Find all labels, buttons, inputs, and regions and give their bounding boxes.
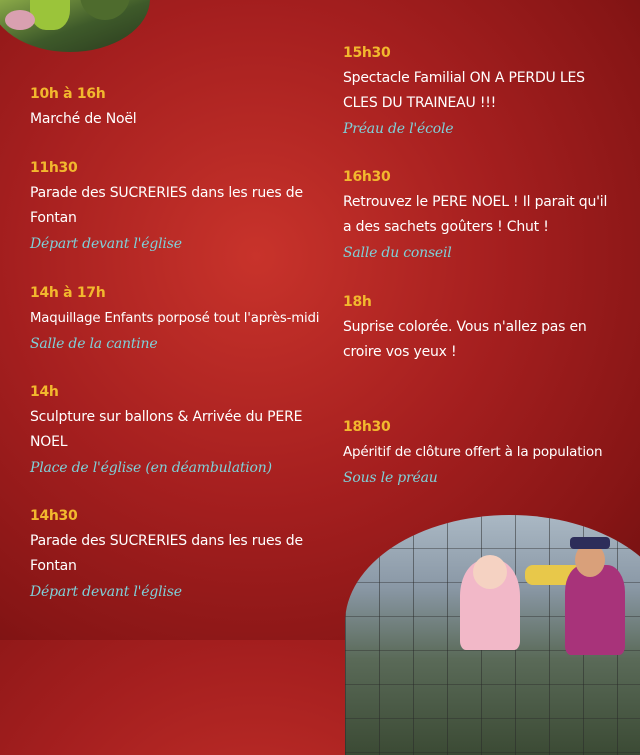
event-time: 15h30 (343, 45, 391, 61)
event-time: 14h30 (30, 508, 78, 524)
event-sculpture-ballons (30, 382, 310, 478)
event-location: Départ devant l'église (30, 584, 182, 600)
event-location: Place de l'église (en déambulation) (30, 460, 272, 476)
event-description: Suprise colorée. Vous n'allez pas en croire vos yeux ! (343, 319, 587, 360)
event-pere-noel (343, 167, 618, 263)
photo-bottom-right (345, 515, 640, 755)
event-description: Parade des SUCRERIES dans les rues de Fontan (30, 185, 303, 226)
event-parade-1130 (30, 158, 305, 254)
event-time: 18h30 (343, 419, 391, 435)
event-surprise (343, 292, 618, 365)
event-time: 14h (30, 384, 59, 400)
photo-costume (30, 0, 70, 30)
event-location: Salle de la cantine (30, 336, 158, 352)
event-time: 16h30 (343, 169, 391, 185)
event-location: Départ devant l'église (30, 236, 182, 252)
event-aperitif (343, 417, 628, 488)
event-description: Retrouvez le PERE NOEL ! Il parait qu'il a des sachets goûters ! Chut ! (343, 194, 608, 235)
event-description: Sculpture sur ballons & Arrivée du PERE NOEL (30, 409, 303, 450)
event-time: 18h (343, 294, 372, 310)
event-description: Parade des SUCRERIES dans les rues de Fontan (30, 533, 303, 574)
photo-detail (5, 10, 35, 30)
photo-top-left (0, 0, 150, 52)
event-description: Apéritif de clôture offert à la population (343, 444, 603, 460)
photo-foliage (80, 0, 130, 20)
event-description: Spectacle Familial ON A PERDU LES CLES DU TRAINEAU !!! (343, 70, 585, 111)
event-marche-noel (30, 84, 320, 132)
photo-performer-clown (565, 565, 625, 655)
event-location: Préau de l'école (343, 121, 454, 137)
event-time: 11h30 (30, 160, 78, 176)
event-parade-1430 (30, 506, 305, 602)
event-description: Marché de Noël (30, 111, 137, 127)
event-description: Maquillage Enfants porposé tout l'après-midi (30, 311, 320, 326)
event-maquillage (30, 283, 330, 354)
photo-hat (570, 537, 610, 549)
event-spectacle (343, 43, 618, 139)
event-time: 10h à 16h (30, 86, 106, 102)
event-location: Sous le préau (343, 470, 438, 486)
event-time: 14h à 17h (30, 285, 106, 301)
event-location: Salle du conseil (343, 245, 452, 261)
photo-performer-pink-head (473, 555, 507, 589)
